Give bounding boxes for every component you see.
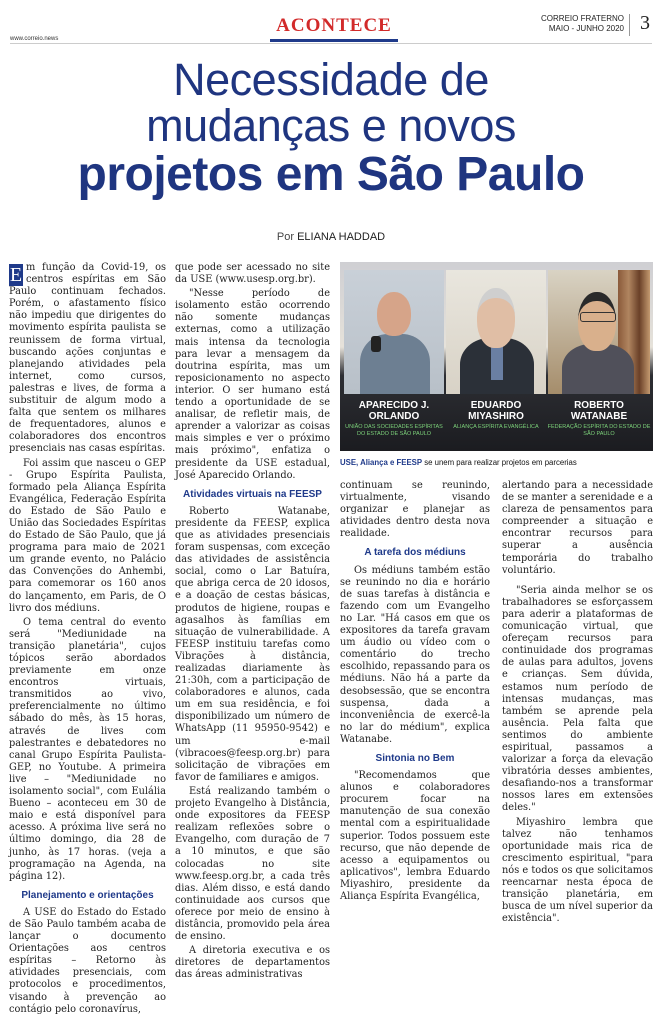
person-body: [562, 344, 634, 394]
paragraph: Miyashiro lembra que talvez não tenhamos oportunidade mais rica de crescimento espiritual, "para nós e todos os que solicitamos reencarnar nesta época de transição planetária, em busca de um nível superior da existência".: [502, 816, 653, 925]
page-header: [0, 0, 662, 44]
publication-info: [541, 14, 624, 34]
article-column-2: [175, 262, 330, 983]
paragraph: que pode ser acessado no site da USE (www.usesp.org.br).: [175, 262, 330, 286]
byline-author: ELIANA HADDAD: [297, 231, 386, 243]
headline-line-3: projetos em São Paulo: [77, 148, 585, 201]
person-name: ORLANDO: [368, 411, 420, 422]
paragraph: "Nesse período de isolamento estão ocorrendo não somente mudanças externas, como a utilização mais intensa da tecnologia para levar a mensagem da doutrina espírita, mas um reposicionamento no aspecto interior. O ser humano está tendo a oportunidade de se analisar, de refletir mais, de aprender a valorizar as coisas mais simples e ver o próximo mais próximo", enfatiza o presidente da USE estadual, José Aparecido Orlando.: [175, 288, 330, 481]
caption-text: se unem para realizar projetos em parcerias: [424, 458, 577, 467]
paragraph: "Seria ainda melhor se os trabalhadores se esforçassem para aderir a plataformas de comunicação virtual, que ofereçam recursos para continuidade dos programas de aulas para adultos, jovens e crianças. Sem dúvida, estamos num período de intensas mudanças, mas também se aprende pela ausência. Pela falta que sentimos do ambiente espiritual, passamos a valorizar a força da elevação vibratória desses ambientes, desafiando-nos a transformar nossos lares em extensões deles.": [502, 584, 653, 814]
publication-date: MAIO - JUNHO 2020: [548, 24, 624, 33]
section-title: ACONTECE: [270, 12, 398, 42]
paragraph: A diretoria executiva e os diretores de departamentos das áreas administrativas: [175, 945, 330, 981]
paragraph: Está realizando também o projeto Evangelho à Distância, onde expositores da FEESP realizam reflexões sobre o Evangelho, com duração de 7 a 10 minutos, e que são colocadas no site www.feesp.org.br, a cada três dias. Além disso, e está dando continuidade aos cursos que oferece por meio de ensino à distância, promovido pela área de ensino.: [175, 785, 330, 943]
article-column-3: [340, 480, 490, 905]
person-name: APARECIDO J.: [358, 400, 430, 411]
person-head: [377, 292, 411, 336]
publication-name: CORREIO FRATERNO: [541, 14, 624, 23]
person-org: ALIANÇA ESPÍRITA EVANGÉLICA: [453, 424, 539, 430]
paragraph: A USE do Estado do Estado de São Paulo também acaba de lançar o documento Orientações aos centros espíritas – Retorno às atividades presenciais, com protocolos e procedimentos, visando à prevenção ao contágio pelo coronavírus,: [9, 906, 166, 1015]
header-rule: [10, 43, 652, 44]
paragraph: Os médiuns também estão se reunindo no dia e horário de suas tarefas à distância e fazendo com um Evangelho no Lar. "Há casos em que os expositores da tarefa gravam um áudio ou vídeo com o comentário do trecho escolhido, repassando para os médiuns. Não há a parte da desobsessão, que se encontra suspensa, dada a inconveniência de exercê-la no lar do médium", explica Watanabe.: [340, 564, 490, 745]
person-label: [342, 400, 446, 438]
paragraph: alertando para a necessidade de se manter a serenidade e a clareza de pensamentos para compreender a situação e encontrar recursos para superar a ausência temporária do trabalho voluntário.: [502, 480, 653, 576]
person-label: [547, 400, 651, 438]
person-name: EDUARDO: [470, 400, 522, 411]
person-head: [477, 288, 515, 348]
paragraph: continuam se reunindo, virtualmente, visando organizar e planejar as atividades dentro desta nova realidade.: [340, 480, 490, 540]
article-headline: [20, 54, 642, 201]
person-name: WATANABE: [570, 411, 628, 422]
person-name: ROBERTO: [574, 400, 624, 411]
person-org: FEDERAÇÃO ESPÍRITA DO ESTADO DE SÃO PAULO: [547, 424, 651, 437]
person-org: UNIÃO DAS SOCIEDADES ESPÍRITAS DO ESTADO DE SÃO PAULO: [345, 424, 443, 437]
byline-prefix: Por: [276, 231, 295, 243]
subheading: Sintonia no Bem: [375, 752, 455, 764]
site-url[interactable]: www.correio.news: [10, 36, 59, 42]
photo-panel-miyashiro: [446, 270, 546, 394]
person-label: [444, 400, 548, 431]
glasses-icon: [580, 312, 616, 322]
subheading: A tarefa dos médiuns: [364, 547, 466, 559]
page-number: 3: [640, 12, 650, 34]
headline-line-2: mudanças e novos: [146, 100, 516, 151]
person-name: MIYASHIRO: [468, 411, 524, 422]
subheading: Planejamento e orientações: [21, 889, 154, 901]
article-column-1: [9, 262, 166, 1018]
subheading: Atividades virtuais na FEESP: [183, 488, 322, 500]
paragraph: Foi assim que nasceu o GEP - Grupo Espírita Paulista, formado pela Aliança Espírita Evangélica, Federação Espírita do Estado de São Paulo e União das Sociedades Espíritas do Estado de São Paulo, que já programa para maio de 2021 um grande evento, no Palácio das Convenções do Anhembi, para comemorar os 160 anos do lançamento, em Paris, de O livro dos médiuns.: [9, 457, 166, 614]
photo-panel-watanabe: [548, 270, 650, 394]
article-column-4: [502, 480, 653, 927]
paragraph: "Recomendamos que alunos e colaboradores procurem focar na manutenção de sua conexão mental com a espiritualidade superior. Todos possuem este recurso, que não depende de acesso a equipamentos ou aplicativos", lembra Eduardo Miyashiro, presidente da Aliança Espírita Evangélica,: [340, 770, 490, 902]
paragraph: Roberto Watanabe, presidente da FEESP, explica que as atividades presenciais foram suspensas, com exceção das atividades de assistência social, como o Lar Batuíra, que abriga cerca de 20 idosos, e a doação de cestas básicas, produtos de higiene, roupas e agasalhos às famílias em situação de vulnerabilidade. A FEESP instituiu tarefas como Vibrações à distância, realizadas diariamente às 21:30h, com a participação de colaboradores e alunos, cada um em sua residência, e foi disponibilizado um número de WhatsApp (11 95950-9542) e um e-mail (vibracoes@feesp.org.br) para solicitação de vibrações em favor de familiares e amigos.: [175, 505, 330, 783]
photo-caption: [340, 458, 653, 468]
microphone-icon: [371, 336, 381, 352]
drop-cap: E: [9, 264, 23, 286]
caption-bold: USE, Aliança e FEESP: [340, 458, 423, 467]
leaders-photo: [340, 262, 653, 451]
byline: [0, 231, 662, 243]
paragraph: E m função da Covid-19, os centros espíritas em São Paulo continuam fechados. Porém, o afastamento físico não impediu que dirigentes do movimento espírita paulista se reunissem de forma virtual, buscando ações conjuntas e planejando atividades pela internet, como cursos, palestras e lives, de forma a substituir de algum modo a falta que sentem os milhares de frequentadores, alunos e colaboradores dos encontros presenciais nas casas espíritas.: [9, 262, 166, 455]
page-number-divider: [629, 14, 630, 36]
paragraph: O tema central do evento será "Mediunidade na transição planetária", cujos tópicos serão abordados previamente em onze encontros virtuais, transmitidos ao vivo, preferencialmente no último sábado do mês, às 15 horas, através de lives com palestrantes e debatedores no canal Grupo Espírita Paulista-GEP, no Youtube. A primeira live – "Mediunidade no isolamento social", com Eulália Bueno – aconteceu em 30 de maio e está disponível para acesso. A próxima live será no último domingo, dia 28 de junho, às 17 horas. (veja a programação na Agenda, na página 12).: [9, 616, 166, 882]
headline-line-1: Necessidade de: [173, 54, 489, 105]
photo-panel-orlando: [344, 270, 444, 394]
